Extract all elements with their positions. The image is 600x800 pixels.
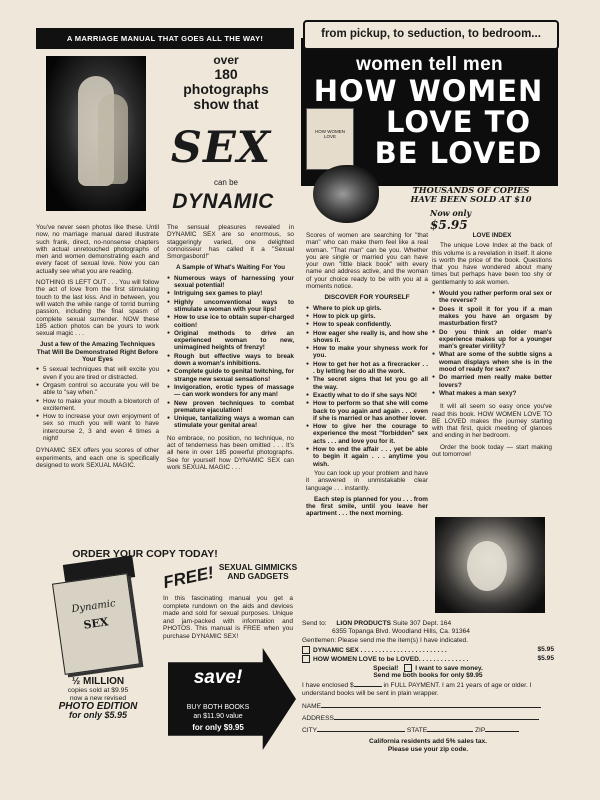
- list-item: ● Complete guide to genital twitching, for strange new sexual sensations!: [174, 368, 294, 383]
- couple-photo: [46, 56, 146, 211]
- company-address: 6355 Topanga Blvd. Woodland Hills, Ca. 91364: [332, 628, 470, 636]
- amount-field[interactable]: [354, 686, 382, 687]
- list-item: ● What makes a man sexy?: [439, 390, 552, 397]
- send-to-label: Send to:: [302, 620, 327, 627]
- save-arrow-callout: [168, 648, 296, 750]
- list-item: ● How to speak confidently.: [313, 321, 428, 328]
- save-text: save!: [193, 667, 243, 688]
- list-item: ● New proven techniques to combat premature ejaculation!: [174, 400, 294, 415]
- list-item: ● Original methods to drive an experienced woman to new, unimagined heights of frenzy!: [174, 330, 294, 352]
- book-price-text: for only $5.95: [68, 710, 128, 720]
- arrow-shape: [168, 648, 296, 750]
- now-only-label: Now only: [430, 208, 472, 218]
- item-label: DYNAMIC SEX . . . . . . . . . . . . . . . . . . . . . . . .: [313, 646, 447, 654]
- figure-silhouette: [98, 94, 128, 184]
- now-only-price: [430, 208, 510, 232]
- how-women-book-image: [306, 108, 354, 170]
- payment-text: [302, 682, 554, 698]
- right-ad-column-1: [306, 232, 428, 522]
- gimmicks-heading: SEXUAL GIMMICKS AND GADGETS: [218, 562, 298, 581]
- dynamic-sex-book-image: [54, 560, 139, 670]
- city-row: [302, 727, 554, 735]
- name-row: [302, 703, 554, 711]
- address-row: [302, 715, 554, 723]
- name-field[interactable]: [321, 707, 541, 708]
- couple-kiss-photo: [313, 165, 379, 223]
- price-value: $5.95: [430, 218, 468, 232]
- list-item: ● How to pick up girls.: [313, 313, 428, 320]
- order-copy-heading: ORDER YOUR COPY TODAY!: [72, 548, 218, 560]
- blonde-woman-photo: [435, 517, 545, 613]
- million-copies-callout: [48, 678, 148, 719]
- discover-subheading: DISCOVER FOR YOURSELF: [324, 294, 410, 302]
- item-how-women: [302, 655, 554, 664]
- right-ad-column-2: [432, 232, 552, 462]
- list-item: ● How to use ice to obtain super-charged coition!: [174, 314, 294, 329]
- city-label: CITY: [302, 727, 318, 735]
- love-index-list: [432, 290, 552, 397]
- book-title-dynamic: Dynamic: [70, 598, 117, 616]
- list-item: ● Where to pick up girls.: [313, 305, 428, 312]
- list-item: ● How to end the affair . . . yet be able to begin it again . . . anytime you wish.: [313, 446, 428, 468]
- book-cover-title: HOW WOMEN LOVE: [315, 129, 345, 139]
- experiments-paragraph: DYNAMIC SEX offers you scores of other experiments, and each one is specifically designed to work SEXUAL MAGIC.: [36, 447, 159, 469]
- list-item: ● Invigoration, erotic types of massage — can work wonders for any man!: [174, 384, 294, 399]
- list-item: ● Does it spoil it for you if a man makes you have an orgasm by masturbation first?: [439, 306, 552, 328]
- list-item: ● 5 sexual techniques that will excite you even if you are tired or distracted.: [43, 366, 159, 381]
- list-item: ● How to increase your own enjoyment of sex so much you will want to have intercourse 2, 3 and even 4 times a night!: [43, 413, 159, 442]
- list-item: ● Do you think an older man's experience makes up for a younger man's greater virility?: [439, 329, 552, 351]
- state-field[interactable]: [427, 731, 473, 732]
- love-to-text: LOVE TO: [385, 105, 532, 139]
- list-item: ● The secret signs that let you go all the way.: [313, 376, 428, 391]
- bundle-price-text: for only $9.95: [192, 723, 244, 732]
- company-name: LION PRODUCTS: [336, 620, 391, 627]
- list-item: ● Orgasm control so accurate you will be able to "say when.": [43, 382, 159, 397]
- show-that-text: show that: [193, 96, 259, 112]
- half-million-text: ½ MILLION: [71, 676, 125, 687]
- face-shape: [467, 541, 507, 591]
- list-item: ● How eager she really is, and how she shows it.: [313, 330, 428, 345]
- left-ad-column-2: [167, 224, 294, 475]
- how-women-text: HOW WOMEN: [313, 74, 544, 108]
- can-be-text: can be: [213, 178, 239, 187]
- special-offer-line: [302, 664, 554, 673]
- item-dynamic-sex: [302, 646, 554, 655]
- lookup-paragraph: You can look up your problem and have it answered in unmistakable clear language . . . instantly.: [306, 469, 428, 492]
- how-women-checkbox[interactable]: [302, 655, 310, 663]
- no-embrace-paragraph: No embrace, no position, no technique, no act of tenderness has been omitted . . . It's all here in over 185 powerful photographs. See for yourself how DYNAMIC SEX can work SEXUAL MAGIC . . .: [167, 434, 294, 471]
- zip-field[interactable]: [485, 731, 519, 732]
- nothing-left-out-paragraph: NOTHING IS LEFT OUT . . . You will follow the act of love from the first stimulating touch to the last kiss. And in between, you will watch the while range of torrid burning passion, including the final spasm of complete sexual surrender. NOW these 185 action photos can be yours to work sexual magic . . .: [36, 279, 159, 338]
- item-label: HOW WOMEN LOVE to be LOVED. . . . . . . . . . . . . .: [313, 655, 469, 663]
- easy-paragraph: It will all seem so easy once you've read this book. HOW WOMEN LOVE TO BE LOVED makes the journey starting with that first, quick meeting of glances and ending in her bedroom.: [432, 403, 552, 440]
- discover-list: [306, 305, 428, 468]
- list-item: ● Intriguing sex games to play!: [174, 290, 294, 297]
- payment-terms: in FULL PAYMENT. I am 21 years of age or older. I understand books will be sent in plain wrapper.: [302, 681, 532, 697]
- list-item: ● How to give her the courage to experience the most "forbidden" sex acts . . . and love you for it.: [313, 423, 428, 445]
- new-revised-text: now a new revised: [69, 695, 127, 702]
- women-tell-men-text: women tell men: [356, 54, 503, 75]
- list-item: ● How to make your shyness work for you.: [313, 345, 428, 360]
- dynamic-headline: DYNAMIC: [172, 190, 274, 213]
- zip-note: Please use your zip code.: [387, 745, 469, 753]
- copies-sold-text: copies sold at $9.95: [67, 687, 129, 694]
- scores-paragraph: Scores of women are searching for "that man" who can make them feel like a real woman. "That man" can be you. Whether you are single or married you can have your own "little black book" with every name and address active, and the woman of your choice ready to be with you at a moments notice.: [306, 232, 428, 291]
- item-price: $5.95: [537, 654, 554, 662]
- address-label: ADDRESS: [302, 715, 334, 723]
- zip-label: ZIP: [475, 727, 486, 735]
- enclosed-label: I have enclosed $: [302, 681, 354, 689]
- order-today-paragraph: Order the book today — start making out tomorrow!: [432, 443, 552, 459]
- state-label: STATE: [406, 727, 428, 735]
- buy-both-label: BUY BOTH BOOKS: [186, 704, 250, 711]
- suite-text: Suite 307 Dept. 164: [392, 620, 452, 627]
- buy-both-text: [168, 703, 268, 721]
- send-to-line: [302, 620, 554, 628]
- value-label: an $11.90 value: [193, 713, 243, 720]
- love-index-subheading: LOVE INDEX: [472, 232, 512, 239]
- list-item: ● How to perform so that she will come back to you again and again . . . even if she is married or has another lover.: [313, 400, 428, 422]
- save-money-text: I want to save money.: [415, 664, 483, 672]
- thousands-text: THOUSANDS OF COPIES: [412, 185, 530, 195]
- techniques-subheading: Just a few of the Amazing Techniques That Will Be Demonstrated Right Before Your Eyes: [36, 341, 159, 364]
- sold-at-text: HAVE BEEN SOLD AT $10: [410, 194, 532, 204]
- love-index-paragraph: The unique Love Index at the back of this volume is a revelation in itself. It alone is worth the price of the book. Questions that you have wondered about many times but perhaps have been too shy or gentlemanly to ask women.: [432, 242, 552, 286]
- left-ad-column-1: [36, 224, 159, 473]
- techniques-list: [36, 366, 159, 442]
- order-coupon: [302, 620, 554, 775]
- list-item: ● Rough but effective ways to break down a woman's inhibitions.: [174, 353, 294, 368]
- item-price: $5.95: [537, 645, 554, 653]
- photographs-text: 180 photographs: [183, 66, 269, 97]
- be-loved-text: BE LOVED: [374, 136, 543, 170]
- special-checkbox[interactable]: [404, 664, 412, 672]
- free-callout: FREE!: [161, 562, 216, 593]
- sample-subheading: A Sample of What's Waiting For You: [175, 264, 286, 272]
- photo-edition-text: PHOTO EDITION: [58, 701, 138, 712]
- left-ad-header: A MARRIAGE MANUAL THAT GOES ALL THE WAY!: [36, 28, 294, 49]
- book-title-sex: SEX: [82, 615, 110, 632]
- list-item: ● How to get her hot as a firecracker . . . by letting her do all the work.: [313, 361, 428, 376]
- each-step-paragraph: Each step is planned for you . . . from the first smile, until you leave her apartment . . . the next morning.: [306, 495, 428, 518]
- dynamic-sex-ad: [36, 28, 294, 553]
- city-field[interactable]: [317, 731, 405, 732]
- list-item: ● How to make your mouth a blowtorch of excitement.: [43, 398, 159, 413]
- book-cover: [52, 573, 140, 675]
- pleasures-paragraph: The sensual pleasures revealed in DYNAMIC SEX are so enormous, so staggeringly varied, one delighted connoisseur has called it a "Sexual Smorgasbord!": [167, 224, 294, 261]
- list-item: ● Highly unconventional ways to stimulate a woman with your lips!: [174, 299, 294, 314]
- intro-paragraph: You've never seen photos like these. Until now, no marriage manual dared illustrate such frank, direct, no-nonsense chapters with actual unretouched photographs of men and women demonstrating each and every facet of sexual love. Now you can actually see what you are reading.: [36, 224, 159, 275]
- list-item: ● Do married men really make better lovers?: [439, 374, 552, 389]
- name-label: NAME: [302, 703, 322, 711]
- list-item: ● What are some of the subtle signs a woman displays when she is in the mood of ready for sex?: [439, 351, 552, 373]
- tax-note: California residents add 5% sales tax.: [368, 737, 487, 745]
- list-item: ● Would you rather perform oral sex or the reverse?: [439, 290, 552, 305]
- both-books-offer: Send me both books for only $9.95: [373, 672, 483, 680]
- photographs-claim: [176, 54, 276, 112]
- list-item: ● Unique, tantalizing ways a woman can stimulate your genital area!: [174, 415, 294, 430]
- list-item: ● Numerous ways of harnessing your sexual potential!: [174, 275, 294, 290]
- dynamic-sex-checkbox[interactable]: [302, 646, 310, 654]
- gimmicks-description: In this fascinating manual you get a complete rundown on the aids and devices made and sold for sexual purposes. Unique and jam-packed with information and PHOTOS. This manual is FREE when you purchase DYNAMIC SEX!: [163, 595, 293, 640]
- special-label: Special!: [373, 664, 399, 672]
- sample-list: [167, 275, 294, 430]
- address-field[interactable]: [334, 719, 539, 720]
- sex-headline: SEX: [170, 123, 272, 173]
- right-ad-header: from pickup, to seduction, to bedroom...: [303, 20, 559, 50]
- gentlemen-text: Gentlemen: Please send me the item(s) I have indicated.: [302, 637, 469, 645]
- list-item: ● Exactly what to do if she says NO!: [313, 392, 428, 399]
- copies-sold-callout: [396, 186, 546, 204]
- over-text: over: [213, 53, 239, 67]
